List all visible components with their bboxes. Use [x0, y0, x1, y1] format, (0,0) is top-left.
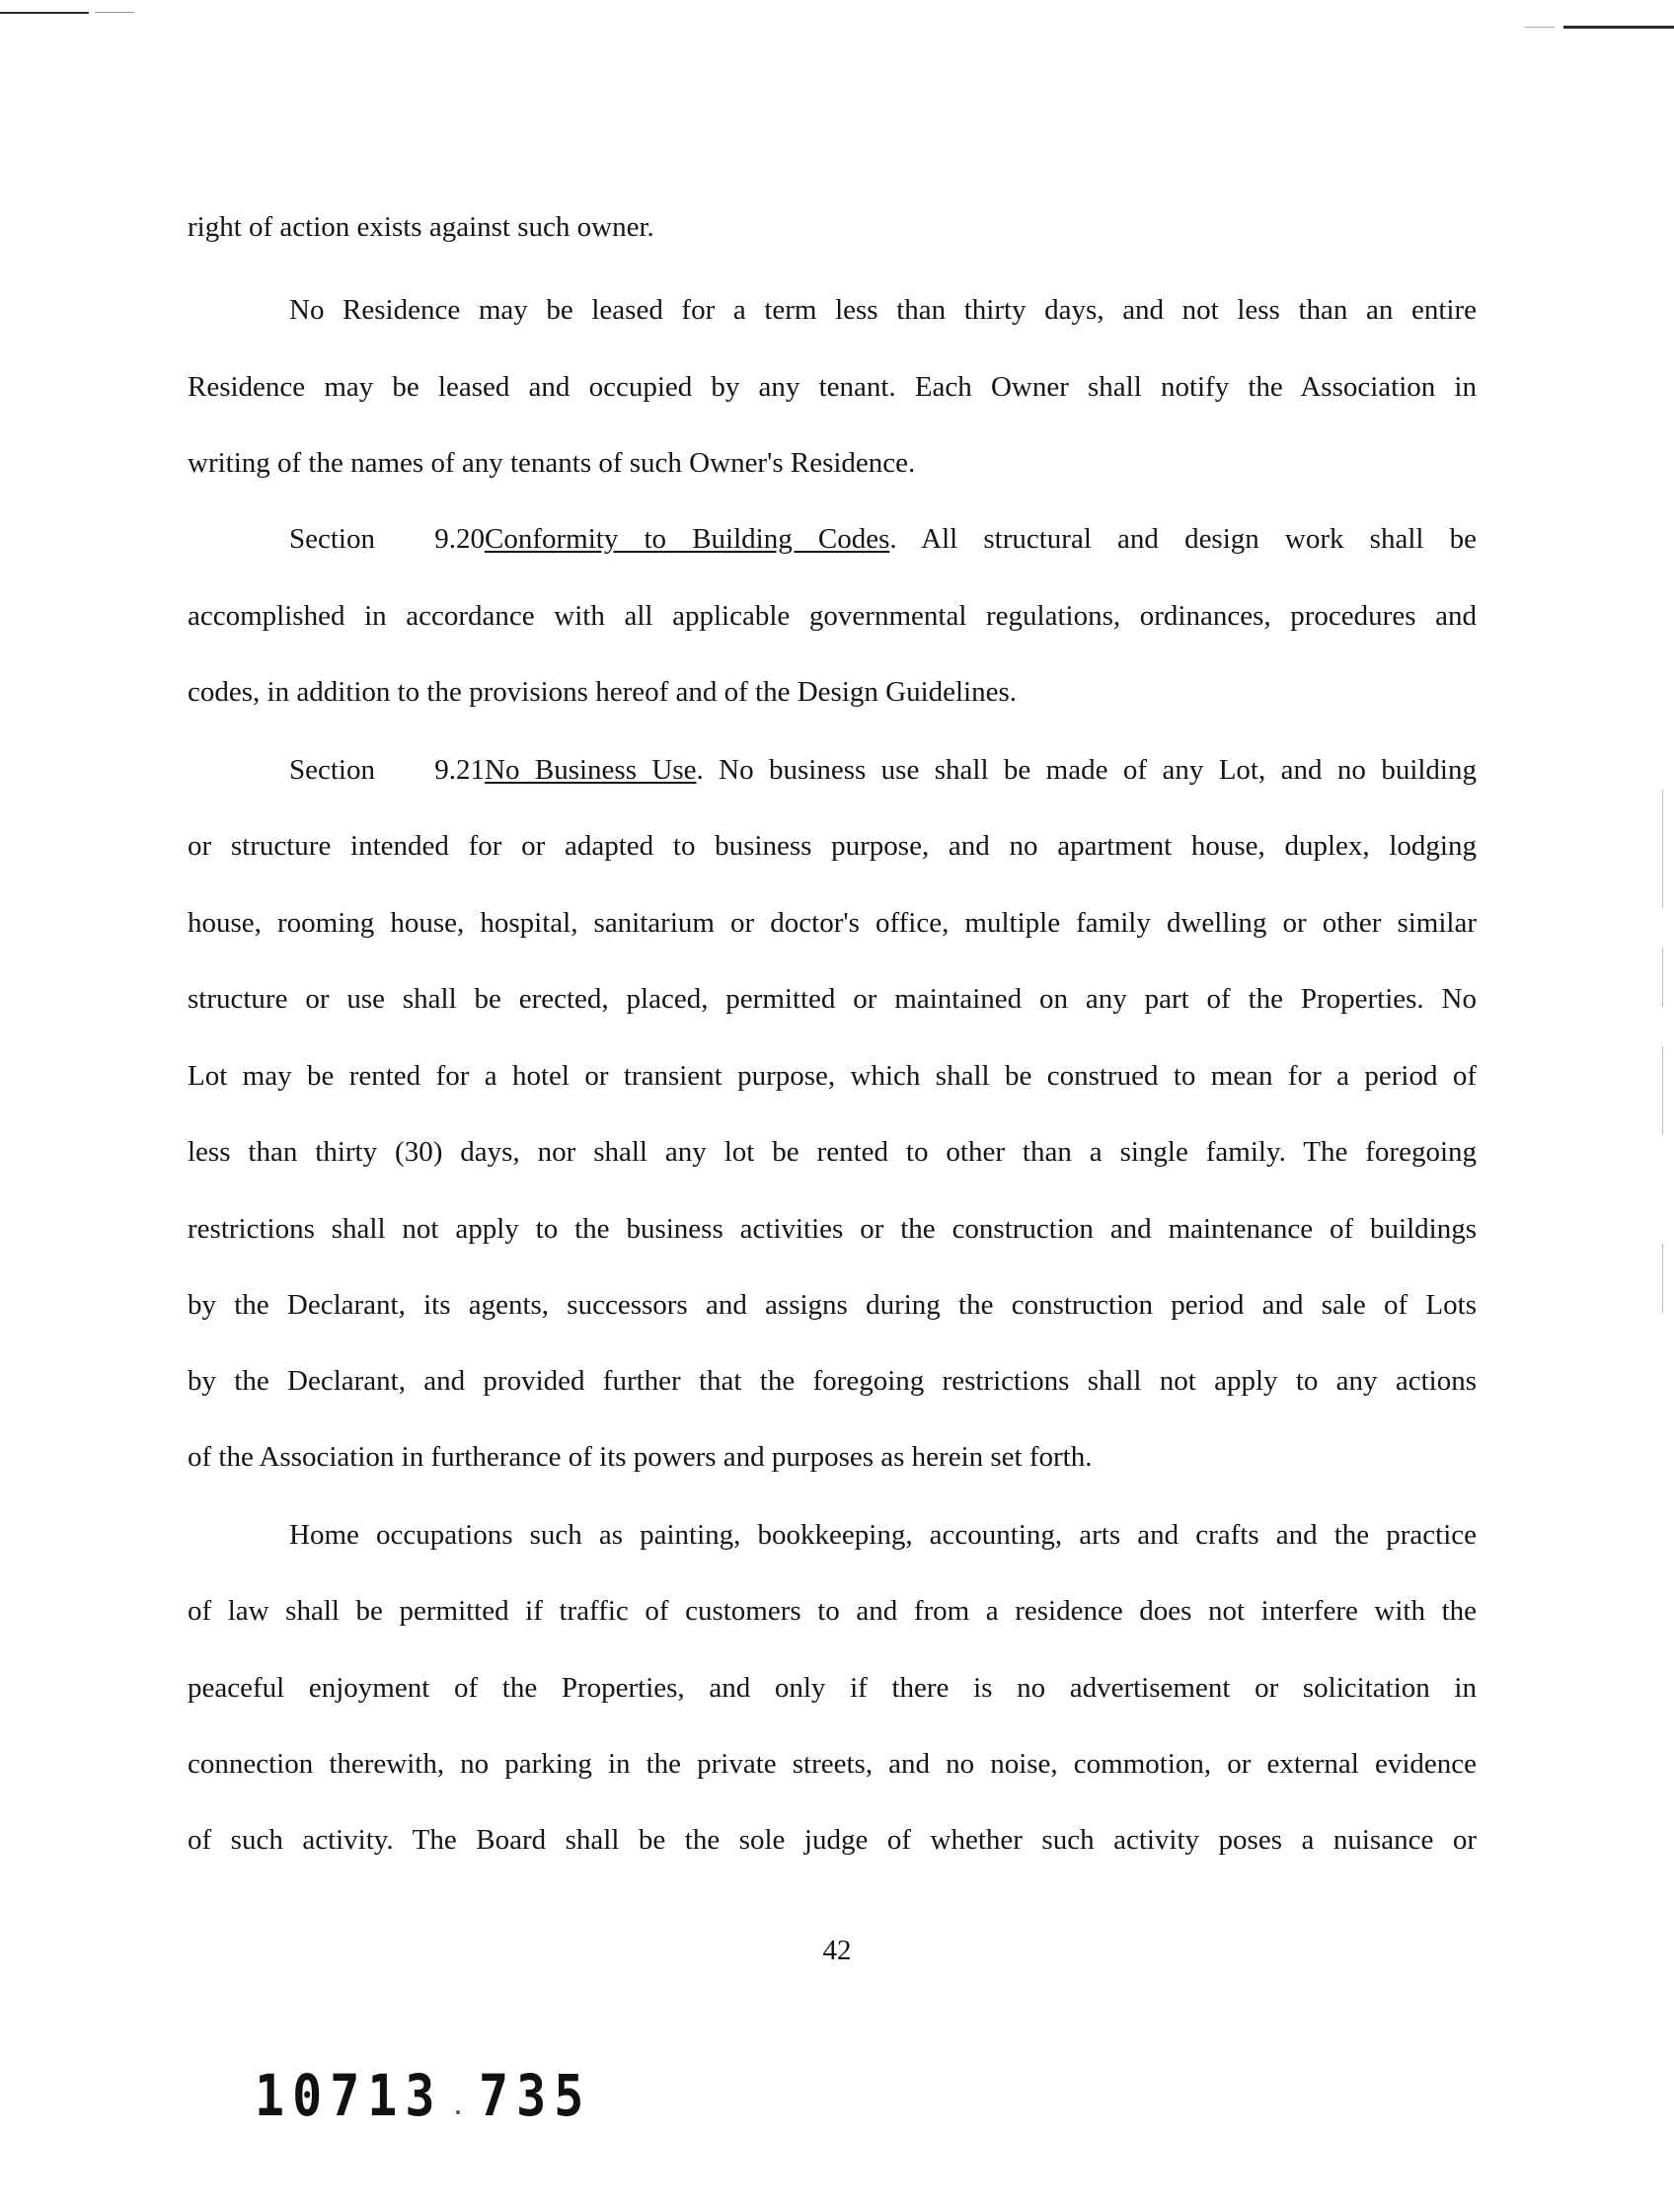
- scan-edge-mark: [1662, 790, 1663, 908]
- recording-page-number: 735: [479, 2063, 592, 2129]
- text-line: restrictions shall not apply to the business activities or the construction and maintenance of buildings: [188, 1213, 1477, 1245]
- scan-edge-mark: [95, 12, 134, 13]
- text-line: of the Association in furtherance of its powers and purposes as herein set forth.: [188, 1441, 1093, 1473]
- text-line: Residence may be leased and occupied by any tenant. Each Owner shall notify the Association in: [188, 371, 1477, 403]
- section-heading-line: [289, 752, 1477, 788]
- section-title: No Business Use: [485, 754, 697, 786]
- text-line: house, rooming house, hospital, sanitarium or doctor's office, multiple family dwelling or other similar: [188, 907, 1477, 939]
- text-line: codes, in addition to the provisions hereof and of the Design Guidelines.: [188, 676, 1018, 708]
- text-line: Lot may be rented for a hotel or transient purpose, which shall be construed to mean for a period of: [188, 1060, 1477, 1092]
- text-line: . No business use shall be made of any Lot, and no building: [696, 754, 1477, 786]
- text-line: or structure intended for or adapted to business purpose, and no apartment house, duplex, lodging: [188, 830, 1477, 862]
- scan-edge-mark: [0, 12, 89, 14]
- scan-edge-mark: [1662, 1046, 1663, 1135]
- text-line: peaceful enjoyment of the Properties, and only if there is no advertisement or solicitation in: [188, 1672, 1477, 1704]
- text-line: less than thirty (30) days, nor shall any lot be rented to other than a single family. The foregoing: [188, 1136, 1477, 1168]
- text-line: by the Declarant, its agents, successors and assigns during the construction period and sale of Lots: [188, 1289, 1477, 1321]
- text-line: No Residence may be leased for a term less than thirty days, and not less than an entire: [289, 294, 1477, 326]
- text-line: writing of the names of any tenants of such Owner's Residence.: [188, 447, 916, 479]
- text-line: accomplished in accordance with all applicable governmental regulations, ordinances, procedures and: [188, 600, 1477, 632]
- text-line: structure or use shall be erected, placed, permitted or maintained on any part of the Properties. No: [188, 983, 1477, 1015]
- page-number: 42: [822, 1935, 852, 1966]
- text-line: Home occupations such as painting, bookkeeping, accounting, arts and crafts and the practice: [289, 1519, 1477, 1551]
- stamp-dot: [456, 2110, 460, 2114]
- recording-book-number: 10713: [255, 2063, 443, 2129]
- text-line: of such activity. The Board shall be the sole judge of whether such activity poses a nuisance or: [188, 1824, 1477, 1856]
- section-title: Conformity to Building Codes: [485, 523, 890, 555]
- text-line: . All structural and design work shall be: [889, 523, 1477, 555]
- scan-edge-mark: [1563, 26, 1674, 29]
- scan-edge-mark: [1662, 1244, 1663, 1313]
- section-number: Section 9.20: [289, 523, 485, 555]
- scan-edge-mark: [1525, 27, 1555, 28]
- text-line: right of action exists against such owner.: [188, 211, 654, 243]
- text-line: by the Declarant, and provided further that the foregoing restrictions shall not apply to any actions: [188, 1365, 1477, 1397]
- section-number: Section 9.21: [289, 754, 485, 786]
- section-heading-line: [289, 521, 1477, 557]
- text-line: of law shall be permitted if traffic of customers to and from a residence does not interfere with the: [188, 1595, 1477, 1627]
- text-line: connection therewith, no parking in the private streets, and no noise, commotion, or external evidence: [188, 1748, 1477, 1780]
- scan-edge-mark: [1662, 948, 1663, 1007]
